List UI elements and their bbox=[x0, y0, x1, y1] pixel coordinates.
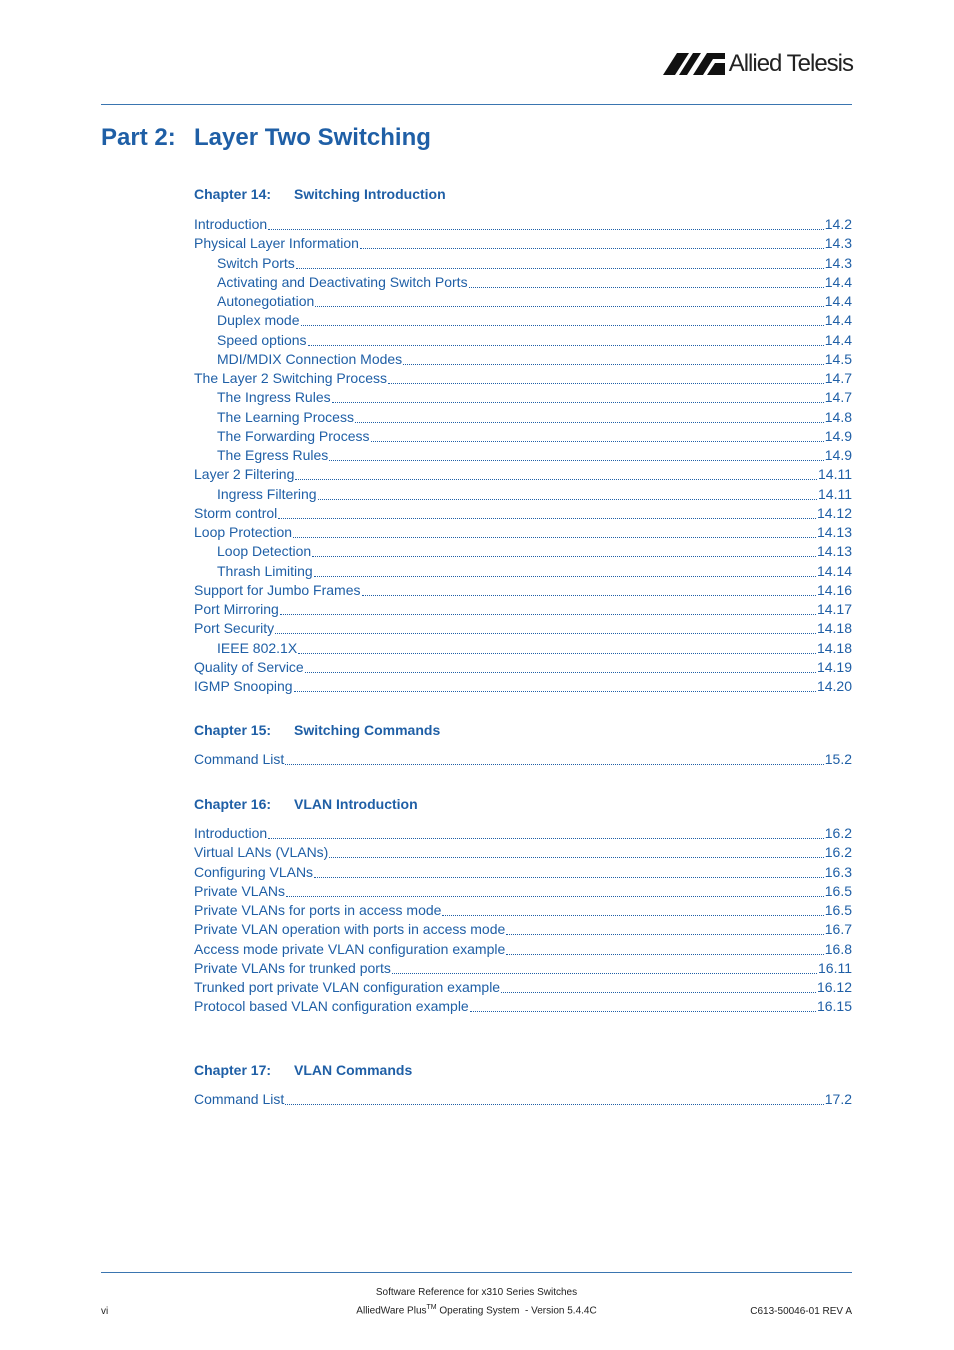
toc-entry-title: Support for Jumbo Frames bbox=[194, 581, 361, 598]
dot-leader bbox=[296, 258, 824, 269]
toc-entry-page: 16.8 bbox=[824, 940, 852, 957]
dot-leader bbox=[315, 296, 823, 307]
dot-leader bbox=[293, 527, 816, 538]
toc-entry-title: Trunked port private VLAN configuration example bbox=[194, 979, 501, 995]
toc-entry-list bbox=[194, 824, 852, 1017]
toc-entry-page: 16.7 bbox=[824, 921, 852, 938]
footer-doc-title: Software Reference for x310 Series Switches bbox=[375, 1287, 578, 1298]
toc-entry-title: MDI/MDIX Connection Modes bbox=[217, 350, 403, 367]
toc-entry-page: 16.3 bbox=[824, 863, 852, 880]
toc-entry-link[interactable] bbox=[194, 369, 852, 388]
toc-entry-page: 14.7 bbox=[824, 370, 852, 386]
toc-entry-title: Loop Protection bbox=[194, 524, 293, 540]
toc-entry-title: Port Mirroring bbox=[194, 601, 279, 617]
toc-entry-title: Ingress Filtering bbox=[217, 485, 317, 502]
toc-entry-list bbox=[194, 215, 852, 696]
toc-entry-page: 14.4 bbox=[824, 312, 852, 329]
toc-entry-link[interactable] bbox=[194, 843, 852, 862]
toc-entry-link[interactable] bbox=[194, 485, 852, 504]
toc-entry-page: 17.2 bbox=[824, 1091, 852, 1107]
toc-entry-page: 16.2 bbox=[824, 844, 852, 861]
dot-leader bbox=[360, 238, 824, 249]
toc-chapter-16 bbox=[194, 794, 852, 1017]
dot-leader bbox=[506, 924, 823, 935]
toc-entry-page: 14.4 bbox=[824, 273, 852, 290]
toc-entry-page: 14.20 bbox=[816, 678, 852, 694]
toc-entry-title: Configuring VLANs bbox=[194, 863, 314, 880]
toc-entry-link[interactable] bbox=[194, 940, 852, 959]
dot-leader bbox=[278, 508, 816, 519]
dot-leader bbox=[305, 662, 816, 673]
toc-entry-title: The Ingress Rules bbox=[217, 389, 331, 406]
dot-leader bbox=[392, 963, 817, 974]
dot-leader bbox=[285, 1094, 823, 1105]
dot-leader bbox=[442, 905, 823, 916]
toc-entry-link[interactable] bbox=[194, 863, 852, 882]
toc-chapter-14 bbox=[194, 184, 852, 696]
allied-telesis-emblem-icon bbox=[663, 53, 725, 75]
toc-entry-link[interactable] bbox=[194, 523, 852, 542]
dot-leader bbox=[355, 412, 824, 423]
toc-entry-title: Speed options bbox=[217, 331, 307, 348]
chapter-title: VLAN Commands bbox=[294, 1062, 413, 1078]
dot-leader bbox=[312, 546, 816, 557]
dot-leader bbox=[295, 469, 817, 480]
toc-entry-title: Access mode private VLAN configuration example bbox=[194, 940, 506, 957]
dot-leader bbox=[362, 585, 816, 596]
toc-entry-title: Introduction bbox=[194, 216, 268, 232]
toc-entry-link[interactable] bbox=[194, 446, 852, 465]
footer-page-number: vi bbox=[101, 1306, 109, 1317]
toc-entry-title: Private VLANs for trunked ports bbox=[194, 959, 391, 976]
chapter-number: Chapter 17: bbox=[194, 1062, 272, 1078]
toc-entry-title: The Learning Process bbox=[217, 408, 354, 425]
toc-entry-link[interactable] bbox=[194, 920, 852, 939]
toc-entry-page: 15.2 bbox=[824, 751, 852, 767]
toc-entry-link[interactable] bbox=[194, 504, 852, 523]
dot-leader bbox=[268, 828, 824, 839]
toc-entry-page: 14.11 bbox=[818, 485, 852, 502]
toc-entry-page: 14.3 bbox=[824, 254, 852, 271]
footer-os-version bbox=[101, 1304, 852, 1316]
dot-leader bbox=[332, 392, 824, 403]
dot-leader bbox=[314, 566, 816, 577]
chapter-title: VLAN Introduction bbox=[294, 796, 418, 812]
part-name: Layer Two Switching bbox=[194, 124, 431, 151]
toc-entry-page: 14.4 bbox=[824, 331, 852, 348]
brand-name: Allied Telesis bbox=[728, 50, 853, 77]
chapter-heading[interactable] bbox=[194, 1060, 852, 1080]
trademark-mark: TM bbox=[426, 1304, 437, 1311]
toc-entry-link[interactable] bbox=[194, 639, 852, 658]
dot-leader bbox=[275, 623, 816, 634]
chapter-number: Chapter 14: bbox=[194, 186, 272, 202]
toc-entry-page: 14.8 bbox=[824, 408, 852, 425]
toc-entry-title: Physical Layer Information bbox=[194, 235, 359, 252]
toc-entry-title: Protocol based VLAN configuration example bbox=[194, 998, 469, 1015]
toc-entry-link[interactable] bbox=[194, 882, 852, 901]
toc-entry-link[interactable] bbox=[194, 562, 852, 581]
toc-entry-title: Command List bbox=[194, 751, 285, 767]
part-title bbox=[101, 124, 431, 152]
toc-entry-title: The Layer 2 Switching Process bbox=[194, 370, 387, 386]
toc-entry-page: 14.16 bbox=[816, 581, 852, 598]
toc-entry-page: 14.11 bbox=[818, 466, 852, 483]
toc-entry-page: 16.15 bbox=[816, 998, 852, 1015]
toc-entry-title: The Egress Rules bbox=[217, 447, 329, 463]
dot-leader bbox=[329, 450, 823, 461]
dot-leader bbox=[286, 886, 824, 897]
toc-entry-title: The Forwarding Process bbox=[217, 427, 370, 444]
toc-entry-link[interactable] bbox=[194, 581, 852, 600]
toc-entry-page: 16.5 bbox=[824, 882, 852, 899]
toc-entry-link[interactable] bbox=[194, 997, 852, 1016]
footer-rule bbox=[101, 1272, 852, 1273]
dot-leader bbox=[329, 847, 823, 858]
toc-entry-title: Command List bbox=[194, 1091, 285, 1107]
chapter-number: Chapter 15: bbox=[194, 722, 272, 738]
toc-entry-title: Port Security bbox=[194, 620, 275, 637]
toc-entry-title: Quality of Service bbox=[194, 658, 304, 675]
toc-entry-page: 14.13 bbox=[816, 524, 852, 540]
toc-entry-title: Private VLANs bbox=[194, 882, 286, 899]
toc-entry-title: Autonegotiation bbox=[217, 293, 315, 309]
dot-leader bbox=[403, 354, 824, 365]
dot-leader bbox=[501, 982, 816, 993]
toc-entry-page: 14.7 bbox=[824, 389, 852, 406]
dot-leader bbox=[371, 431, 824, 442]
footer-version: Operating System - Version 5.4.4C bbox=[436, 1305, 597, 1317]
toc-entry-link[interactable] bbox=[194, 331, 852, 350]
dot-leader bbox=[318, 489, 817, 500]
toc-entry-page: 16.11 bbox=[818, 959, 852, 976]
dot-leader bbox=[314, 867, 824, 878]
chapter-heading[interactable] bbox=[194, 184, 852, 204]
toc-entry-page: 14.2 bbox=[824, 216, 852, 232]
toc-entry-title: Virtual LANs (VLANs) bbox=[194, 844, 329, 861]
footer-doc-id: C613-50046-01 REV A bbox=[750, 1306, 852, 1317]
toc-entry-page: 14.18 bbox=[816, 620, 852, 637]
chapter-heading[interactable] bbox=[194, 720, 852, 740]
dot-leader bbox=[285, 754, 823, 765]
dot-leader bbox=[301, 315, 824, 326]
toc-entry-link[interactable] bbox=[194, 658, 852, 677]
toc-entry-link[interactable] bbox=[194, 311, 852, 330]
toc-entry-page: 14.18 bbox=[816, 639, 852, 656]
toc-entry-link[interactable] bbox=[194, 978, 852, 997]
toc-entry-link[interactable] bbox=[194, 750, 852, 769]
chapter-title: Switching Introduction bbox=[294, 186, 446, 202]
toc-entry-page: 14.9 bbox=[824, 447, 852, 463]
toc-entry-link[interactable] bbox=[194, 292, 852, 311]
chapter-number: Chapter 16: bbox=[194, 796, 272, 812]
dot-leader bbox=[469, 277, 824, 288]
toc-entry-page: 14.14 bbox=[816, 562, 852, 579]
dot-leader bbox=[388, 373, 824, 384]
toc-chapter-17 bbox=[194, 1060, 852, 1109]
toc-entry-title: IGMP Snooping bbox=[194, 678, 293, 694]
toc-entry-link[interactable] bbox=[194, 273, 852, 292]
toc-entry-title: Loop Detection bbox=[217, 543, 312, 560]
toc-entry-page: 16.2 bbox=[824, 825, 852, 841]
toc-entry-list bbox=[194, 750, 852, 769]
toc-entry-page: 16.12 bbox=[816, 979, 852, 995]
toc-entry-title: Storm control bbox=[194, 504, 278, 521]
toc-entry-page: 14.5 bbox=[824, 350, 852, 367]
toc-entry-link[interactable] bbox=[194, 234, 852, 253]
dot-leader bbox=[506, 944, 823, 955]
toc-entry-link[interactable] bbox=[194, 350, 852, 369]
toc-entry-page: 14.4 bbox=[824, 293, 852, 309]
toc-entry-title: Layer 2 Filtering bbox=[194, 466, 295, 483]
toc-entry-link[interactable] bbox=[194, 542, 852, 561]
chapter-title: Switching Commands bbox=[294, 722, 441, 738]
dot-leader bbox=[280, 604, 816, 615]
toc-entry-list bbox=[194, 1090, 852, 1109]
dot-leader bbox=[470, 1001, 816, 1012]
toc-entry-title: Introduction bbox=[194, 825, 268, 841]
toc-entry-link[interactable] bbox=[194, 824, 852, 843]
header-rule bbox=[101, 104, 852, 105]
dot-leader bbox=[298, 643, 816, 654]
toc-entry-page: 14.9 bbox=[824, 427, 852, 444]
toc-entry-page: 14.13 bbox=[816, 543, 852, 560]
toc-entry-link[interactable] bbox=[194, 215, 852, 234]
footer-os-name: AlliedWare Plus bbox=[356, 1305, 427, 1317]
toc-entry-link[interactable] bbox=[194, 619, 852, 638]
toc-entry-link[interactable] bbox=[194, 427, 852, 446]
toc-entry-link[interactable] bbox=[194, 408, 852, 427]
toc-entry-link[interactable] bbox=[194, 1090, 852, 1109]
toc-entry-link[interactable] bbox=[194, 388, 852, 407]
toc-entry-page: 14.3 bbox=[824, 235, 852, 252]
dot-leader bbox=[268, 219, 824, 230]
toc-chapter-15 bbox=[194, 720, 852, 769]
toc-entry-title: Private VLAN operation with ports in access mode bbox=[194, 921, 506, 938]
chapter-heading[interactable] bbox=[194, 794, 852, 814]
toc-entry-page: 14.19 bbox=[816, 658, 852, 675]
toc-entry-page: 14.17 bbox=[816, 601, 852, 617]
toc-entry-title: IEEE 802.1X bbox=[217, 639, 298, 656]
toc-entry-page: 14.12 bbox=[816, 504, 852, 521]
dot-leader bbox=[294, 681, 816, 692]
part-number: Part 2: bbox=[101, 124, 176, 151]
toc-entry-link[interactable] bbox=[194, 959, 852, 978]
toc-entry-title: Activating and Deactivating Switch Ports bbox=[217, 273, 468, 290]
toc-entry-title: Thrash Limiting bbox=[217, 562, 313, 579]
toc-entry-link[interactable] bbox=[194, 254, 852, 273]
toc-entry-title: Duplex mode bbox=[217, 312, 300, 329]
toc-entry-link[interactable] bbox=[194, 600, 852, 619]
dot-leader bbox=[308, 335, 824, 346]
allied-telesis-logo bbox=[663, 50, 853, 78]
toc-entry-link[interactable] bbox=[194, 465, 852, 484]
toc-entry-link[interactable] bbox=[194, 677, 852, 696]
toc-entry-link[interactable] bbox=[194, 901, 852, 920]
toc-entry-page: 16.5 bbox=[824, 902, 852, 918]
toc-entry-title: Switch Ports bbox=[217, 254, 295, 271]
toc-entry-title: Private VLANs for ports in access mode bbox=[194, 902, 442, 918]
